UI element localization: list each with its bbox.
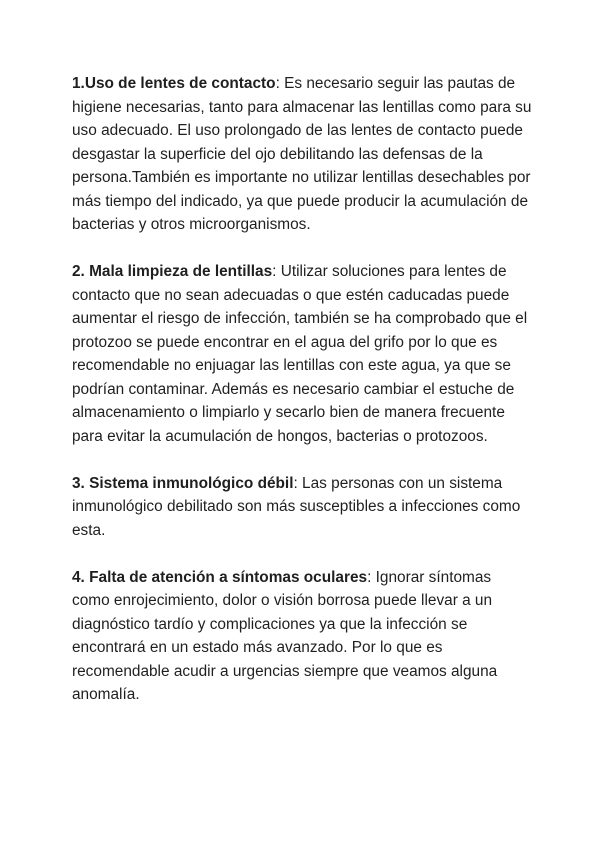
paragraph-heading: 4. Falta de atención a síntomas oculares [72, 568, 368, 586]
paragraph-contact-lens-use [72, 72, 532, 237]
paragraph-heading: 3. Sistema inmunológico débil [72, 474, 294, 492]
paragraph-text: : Utilizar soluciones para lentes de contacto que no sean adecuadas o que estén caducadas puede aumentar el riesgo de infección, también se ha comprobado que el protozoo se puede encontrar en el agua del grifo por lo que es recomendable no enjuagar las lentillas con este agua, ya que se podrían contaminar. Además es necesario cambiar el estuche de almacenamiento o limpiarlo y secarlo bien de manera frecuente para evitar la acumulación de hongos, bacterias o protozoos. [72, 263, 528, 445]
paragraph-heading: 1.Uso de lentes de contacto [72, 75, 276, 92]
paragraph-heading: 2. Mala limpieza de lentillas [72, 263, 273, 280]
paragraph-text: : Es necesario seguir las pautas de higiene necesarias, tanto para almacenar las lentillas como para su uso adecuado. El uso prolongado de las lentes de contacto puede desgastar la superficie del ojo debilitando las defensas de la persona.También es importante no utilizar lentillas desechables por más tiempo del indicado, ya que puede producir la acumulación de bacterias y otros microorganismos. [72, 75, 532, 233]
paragraph-text: : Las personas con un sistema inmunológico debilitado son más susceptibles a infecciones como esta. [72, 474, 521, 539]
paragraph-poor-lens-cleaning [72, 260, 532, 448]
paragraph-text: : Ignorar síntomas como enrojecimiento, dolor o visión borrosa puede llevar a un diagnóstico tardío y complicaciones ya que la infección se encontrará en un estado más avanzado. Por lo que es recomendable acudir a urgencias siempre que veamos alguna anomalía. [72, 568, 498, 703]
paragraph-ignored-eye-symptoms [72, 566, 532, 707]
document-page [72, 72, 532, 730]
paragraph-weak-immune-system [72, 472, 532, 543]
